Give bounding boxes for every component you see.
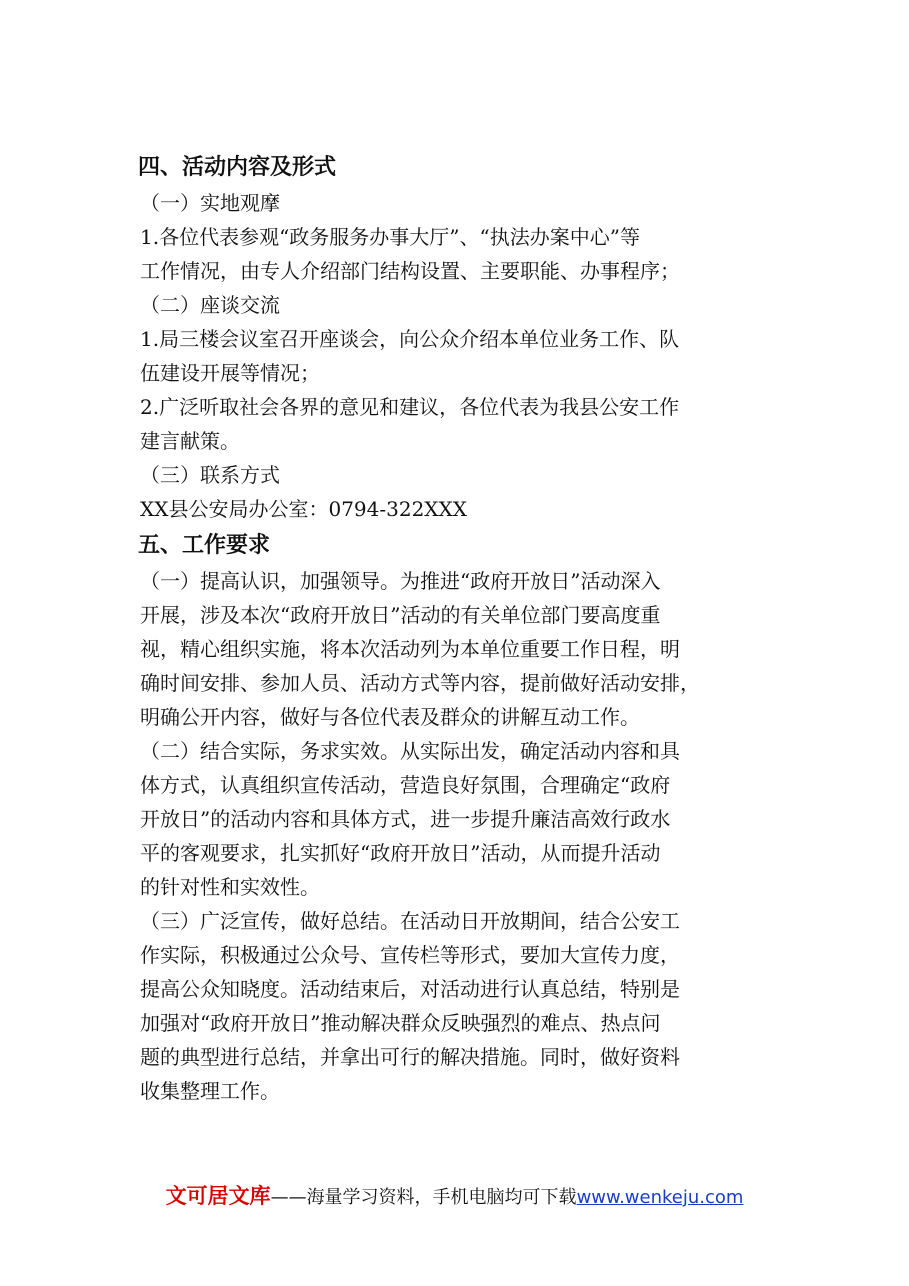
paragraph-line: 明确公开内容，做好与各位代表及群众的讲解互动工作。 bbox=[140, 705, 640, 729]
paragraph-line: 题的典型进行总结，并拿出可行的解决措施。同时，做好资料 bbox=[140, 1045, 680, 1069]
subsection-discussion: （二）座谈交流 bbox=[140, 293, 280, 317]
paragraph-line: 作实际，积极通过公众号、宣传栏等形式，要加大宣传力度， bbox=[140, 943, 680, 967]
item-visit-line-2: 工作情况，由专人介绍部门结构设置、主要职能、办事程序； bbox=[140, 259, 680, 283]
footer-brand: 文可居文库 bbox=[165, 1184, 271, 1208]
paragraph-line: 开放日”的活动内容和具体方式，进一步提升廉洁高效行政水 bbox=[140, 807, 671, 831]
contact-info: XX县公安局办公室：0794-322XXX bbox=[140, 497, 468, 521]
paragraph-line: 确时间安排、参加人员、活动方式等内容，提前做好活动安排， bbox=[140, 671, 700, 695]
paragraph-practical bbox=[140, 734, 800, 904]
item-visit-line-1: 1.各位代表参观“政务服务办事大厅”、“执法办案中心”等 bbox=[140, 225, 640, 249]
paragraph-line: （二）结合实际，务求实效。从实际出发，确定活动内容和具 bbox=[140, 739, 680, 763]
paragraph-line: （三）广泛宣传，做好总结。在活动日开放期间，结合公安工 bbox=[140, 909, 680, 933]
subsection-contact: （三）联系方式 bbox=[140, 463, 280, 487]
paragraph-line: （一）提高认识，加强领导。为推进“政府开放日”活动深入 bbox=[140, 569, 661, 593]
paragraph-line: 视，精心组织实施，将本次活动列为本单位重要工作日程，明 bbox=[140, 637, 680, 661]
paragraph-line: 的针对性和实效性。 bbox=[140, 875, 320, 899]
item-opinions-line-1: 2.广泛听取社会各界的意见和建议，各位代表为我县公安工作 bbox=[140, 395, 680, 419]
footer-banner bbox=[0, 1180, 909, 1210]
item-opinions-line-2: 建言献策。 bbox=[140, 429, 240, 453]
footer-tagline: ——海量学习资料，手机电脑均可下载 bbox=[270, 1187, 577, 1208]
section-5-title: 五、工作要求 bbox=[138, 532, 271, 558]
paragraph-line: 加强对“政府开放日”推动解决群众反映强烈的难点、热点问 bbox=[140, 1011, 661, 1035]
paragraph-line: 提高公众知晓度。活动结束后，对活动进行认真总结，特别是 bbox=[140, 977, 680, 1001]
paragraph-line: 平的客观要求，扎实抓好“政府开放日”活动，从而提升活动 bbox=[140, 841, 661, 865]
item-meeting-line-2: 伍建设开展等情况； bbox=[140, 361, 320, 385]
subsection-field-visit: （一）实地观摩 bbox=[140, 191, 280, 215]
footer-link[interactable]: www.wenkeju.com bbox=[576, 1187, 744, 1208]
paragraph-leadership bbox=[140, 564, 800, 734]
paragraph-line: 收集整理工作。 bbox=[140, 1079, 280, 1103]
paragraph-line: 体方式，认真组织宣传活动，营造良好氛围，合理确定“政府 bbox=[140, 773, 671, 797]
document-body bbox=[140, 148, 800, 1108]
section-4-title: 四、活动内容及形式 bbox=[138, 154, 337, 180]
paragraph-line: 开展，涉及本次“政府开放日”活动的有关单位部门要高度重 bbox=[140, 603, 661, 627]
paragraph-publicity bbox=[140, 904, 800, 1108]
item-meeting-line-1: 1.局三楼会议室召开座谈会，向公众介绍本单位业务工作、队 bbox=[140, 327, 680, 351]
